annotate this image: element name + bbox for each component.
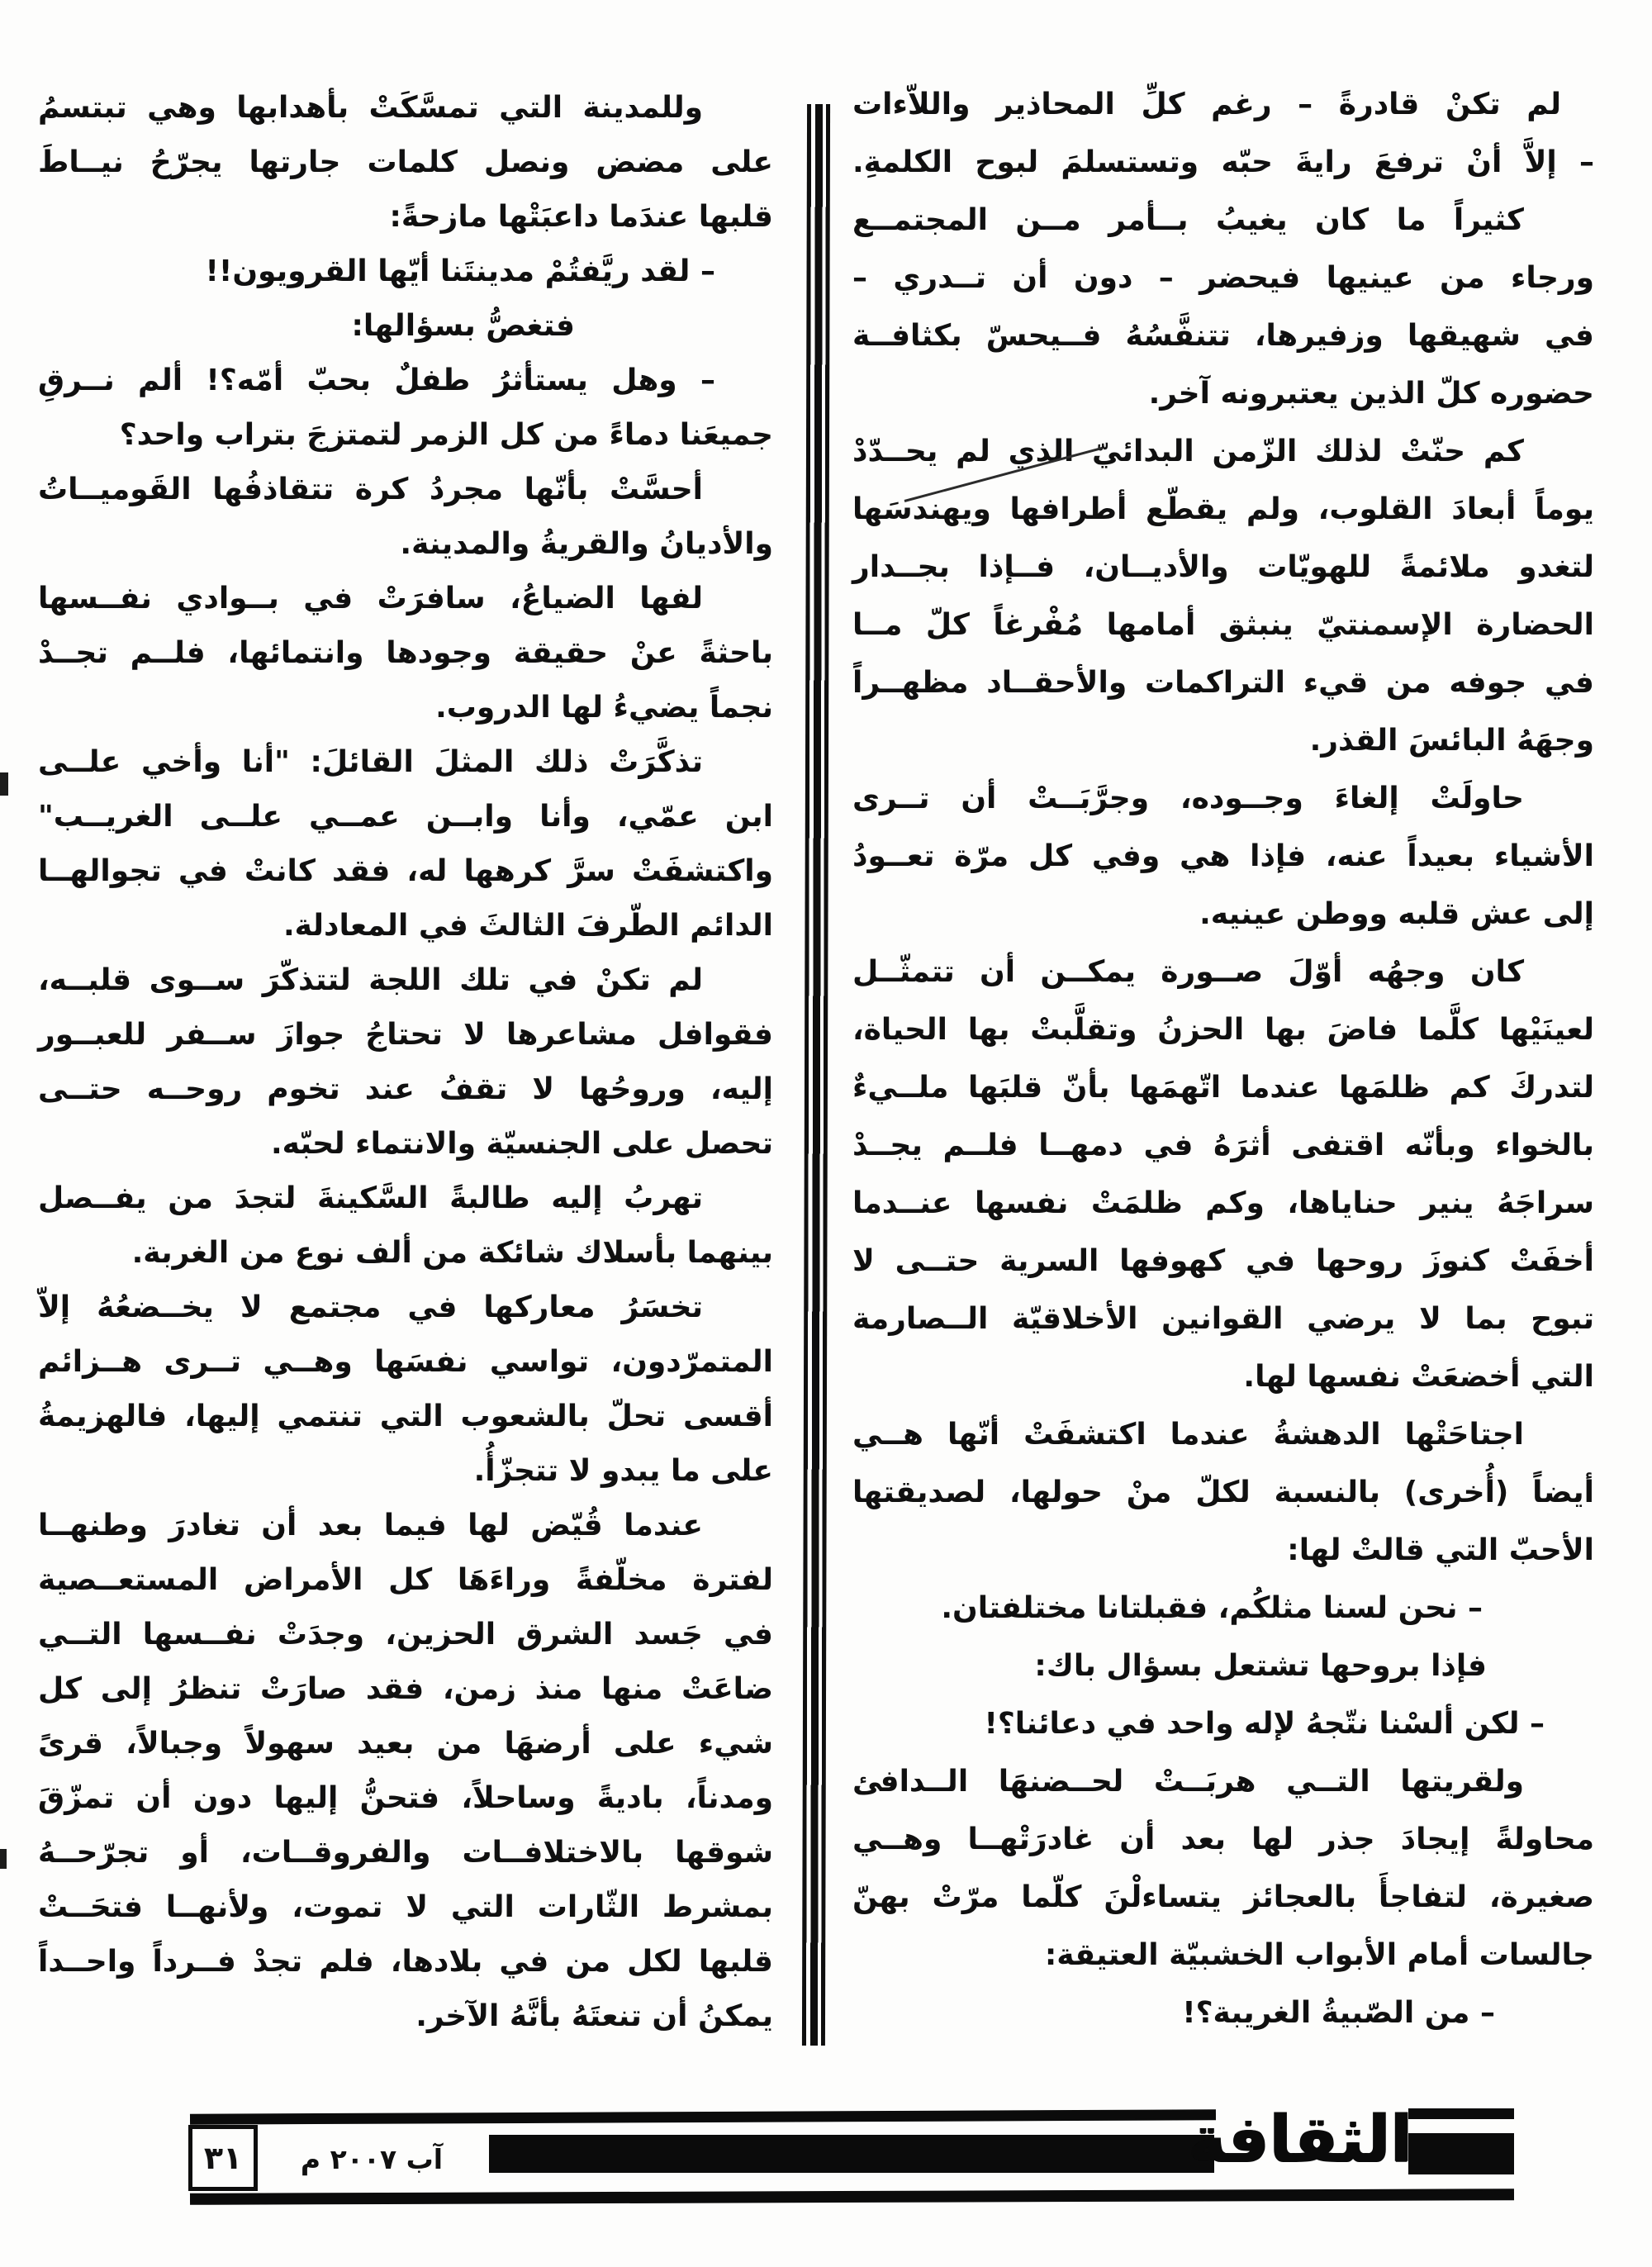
text-line: وللمدينة التي تمسَّكَتْ بأهدابها وهي تبتسمُ	[38, 91, 703, 125]
text-line: بينهما بأسلاك شائكة من ألف نوع من الغربة.	[131, 1236, 773, 1270]
scan-artifact	[0, 772, 8, 796]
footer-top-rule	[190, 2109, 1216, 2124]
text-line: ومدناً، باديةً وساحلاً، فتحنُّ إليها دون أن تمزّقَ	[38, 1781, 773, 1815]
footer-bottom-rule	[190, 2189, 1514, 2205]
text-line: والأديانُ والقريةُ والمدينة.	[400, 527, 773, 561]
text-line: قلبها عندَما داعبَتْها مازحةً:	[389, 200, 773, 234]
footer-right-block	[1408, 2133, 1514, 2174]
text-line: – نحن لسنا مثلكُم، فقبلتانا مختلفتان.	[941, 1591, 1483, 1625]
text-line: فتغصُّ بسؤالها:	[351, 309, 575, 343]
text-line: لتغدو ملائمةً للهويّات والأديــان، فــإذا بجــدار	[852, 550, 1594, 584]
text-line: كثيراً ما كان يغيبُ بــأمر مــن المجتمــع	[852, 203, 1524, 237]
page-number: ٣١	[203, 2140, 243, 2176]
text-line: كم حنّتْ لذلك الزّمن البدائيّ الذي لم يحــدّدْ	[852, 435, 1524, 468]
text-line: تذكَّرَتْ ذلك المثلَ القائلَ: "أنا وأخي علــى	[38, 745, 703, 779]
text-line: قلبها لكل من في بلادها، فلم تجدْ فــرداً واحــداً	[38, 1945, 773, 1979]
column-left	[38, 81, 773, 2044]
text-line: صغيرة، لتفاجأَ بالعجائز يتساءلْنَ كلّما مرّتْ بهنّ	[852, 1880, 1594, 1914]
text-line: فقوافل مشاعرها لا تحتاجُ جوازَ ســفر للعبــور	[38, 1018, 773, 1052]
magazine-logo: الثقافة	[1188, 2103, 1412, 2177]
text-line: فإذا بروحها تشتعل بسؤال باك:	[1034, 1649, 1487, 1683]
footer-top-rule-right	[1408, 2108, 1514, 2119]
text-line: في شهيقها وزفيرها، تتنفَّسُهُ فــيحسّ بكثافــة	[852, 319, 1594, 353]
text-line: – لكن ألسْنا نتّجهُ لإله واحد في دعائنا؟!	[984, 1707, 1545, 1741]
text-line: اجتاحَتْها الدهشةُ عندما اكتشفَتْ أنّها هــي	[852, 1418, 1524, 1452]
text-line: كان وجهُه أوّلَ صــورة يمكــن أن تتمثّــل	[852, 955, 1524, 989]
text-line: أحسَّتْ بأنّها مجردُ كرة تتقاذفُها القَوميــاتُ	[38, 473, 703, 506]
text-line: – لقد ريَّفتُمْ مدينتَنا أيّها القرويون!!	[205, 254, 715, 288]
text-line: وجهَهُ البائسَ القذر.	[1309, 724, 1594, 758]
page-number-box	[188, 2125, 258, 2191]
text-line: يمكنُ أن تنعتَهُ بأنَّهُ الآخر.	[415, 1999, 773, 2033]
text-line: نجماً يضيءُ لها الدروب.	[435, 691, 773, 725]
column-right	[852, 76, 1594, 2042]
text-line: الأشياء بعيداً عنه، فإذا هي وفي كل مرّة تعــودُ	[852, 839, 1594, 873]
text-line: على ما يبدو لا تتجزّأُ.	[473, 1454, 773, 1488]
text-line: لفترة مخلّفةً وراءَهَا كل الأمراض المستعــصية	[38, 1563, 773, 1597]
text-line: أقسى تحلّ بالشعوب التي تنتمي إليها، فالهزيمةُ	[38, 1400, 773, 1433]
text-line: باحثةً عنْ حقيقة وجودها وانتمائها، فلــم تجــدْ	[38, 636, 773, 670]
text-line: في جَسد الشرق الحزين، وجدَتْ نفــسها التــي	[38, 1618, 773, 1652]
text-line: بمشرط الثّارات التي لا تموت، ولأنهــا فتحَــتْ	[38, 1890, 773, 1924]
text-line: إلى عش قلبه ووطن عينيه.	[1199, 897, 1594, 931]
text-line: أيضاً (أُخرى) بالنسبة لكلّ منْ حولها، لصديقتها	[852, 1476, 1594, 1509]
text-line: لعينَيْها كلَّما فاضَ بها الحزنُ وتقلَّبتْ بها الحياة،	[852, 1013, 1594, 1047]
text-line: – إلاَّ أنْ ترفعَ رايةَ حبّه وتستسلمَ لبوح الكلمةِ.	[852, 145, 1594, 179]
text-line: إليه، وروحُها لا تقفُ عند تخوم روحــه حتــى	[38, 1072, 773, 1106]
text-line: لتدركَ كم ظلمَها عندما اتّهمَها بأنّ قلبَها ملــيءٌ	[852, 1071, 1594, 1105]
text-line: المتمرّدون، تواسي نفسَها وهــي تــرى هــزائم	[38, 1345, 773, 1379]
text-line: التي أخضعَتْ نفسها لها.	[1243, 1360, 1594, 1394]
text-line: لفها الضياعُ، سافرَتْ في بــوادي نفــسها	[38, 582, 703, 615]
text-line: سراجَهُ ينير حناياها، وكم ظلمَتْ نفسها عنــدما	[852, 1186, 1594, 1220]
text-line: – وهل يستأثرُ طفلٌ بحبّ أمّه؟! ألم نــرقِ	[38, 364, 715, 397]
text-line: تبوح بما لا يرضي القوانين الأخلاقيّة الــصارمة	[852, 1302, 1594, 1336]
text-line: في جوفه من قيء التراكمات والأحقــاد مظهــراً	[852, 666, 1594, 700]
text-line: محاولةً إيجادَ جذر لها بعد أن غادرَتْهــا وهــي	[852, 1823, 1594, 1856]
text-line: – من الصّبيةُ الغريبة؟!	[1182, 1996, 1495, 2030]
footer-thick-bar	[489, 2135, 1214, 2173]
text-line: جميعَنا دماءً من كل الزمر لتمتزجَ بتراب واحد؟	[119, 418, 773, 452]
text-line: شوقها بالاختلافــات والفروقــات، أو تجرّحــهُ	[38, 1836, 773, 1870]
text-line: عندما قُيّض لها فيما بعد أن تغادرَ وطنهــا	[38, 1509, 703, 1542]
text-line: ولقريتها التــي هربَــتْ لحــضنهَا الــدافئ	[852, 1765, 1524, 1799]
text-line: يوماً أبعادَ القلوب، ولم يقطّع أطرافها ويهندسَها	[852, 492, 1594, 526]
text-line: الحضارة الإسمنتيّ ينبثق أمامها مُفْرغاً كلّ مــا	[852, 608, 1594, 642]
text-line: بالخواء وبأنّه اقتفى أثرَهُ في دمهــا فلــم يجــدْ	[852, 1129, 1594, 1162]
column-divider-rule	[802, 104, 830, 2046]
text-line: على مضض ونصل كلمات جارتها يجرّحُ نيــاطَ	[38, 145, 773, 179]
text-line: الدائم الطّرفَ الثالثَ في المعادلة.	[282, 909, 773, 943]
text-line: شيء على أرضهَا من بعيد سهولاً وجبالاً، قرىً	[38, 1727, 773, 1761]
text-line: جالسات أمام الأبواب الخشبيّة العتيقة:	[1044, 1938, 1594, 1972]
text-line: تحصل على الجنسيّة والانتماء لحبّه.	[270, 1127, 773, 1161]
text-line: تهربُ إليه طالبةً السَّكينةَ لتجدَ من يفــصل	[38, 1181, 703, 1215]
text-line: حضوره كلّ الذين يعتبرونه آخر.	[1148, 377, 1594, 411]
text-line: لم تكنْ قادرةً – رغم كلِّ المحاذير واللاّءات	[852, 88, 1561, 121]
text-line: تخسَرُ معاركها في مجتمع لا يخــضعُهُ إلاّ	[38, 1290, 703, 1324]
text-line: حاولَتْ إلغاءَ وجــوده، وجرَّبَــتْ أن تــرى	[852, 782, 1524, 815]
text-line: ورجاء من عينيها فيحضر – دون أن تــدري –	[852, 261, 1594, 295]
issue-date: آب ٢٠٠٧ م	[300, 2143, 444, 2175]
text-line: لم تكنْ في تلك اللجة لتتذكّرَ ســوى قلبــه،	[38, 963, 703, 997]
text-line: ضاعَتْ منها منذ زمن، فقد صارَتْ تنظرُ إلى كل	[38, 1672, 773, 1706]
text-line: ابن عمّي، وأنا وابــن عمــي علــى الغريــب"	[38, 800, 773, 834]
text-line: أخفَتْ كنوزَ روحها في كهوفها السرية حتــى لا	[852, 1244, 1594, 1278]
scan-artifact	[0, 1849, 7, 1869]
text-line: الأحبّ التي قالتْ لها:	[1287, 1533, 1594, 1567]
text-line: واكتشفَتْ سرَّ كرهها له، فقد كانتْ في تجوالهــا	[38, 854, 773, 888]
